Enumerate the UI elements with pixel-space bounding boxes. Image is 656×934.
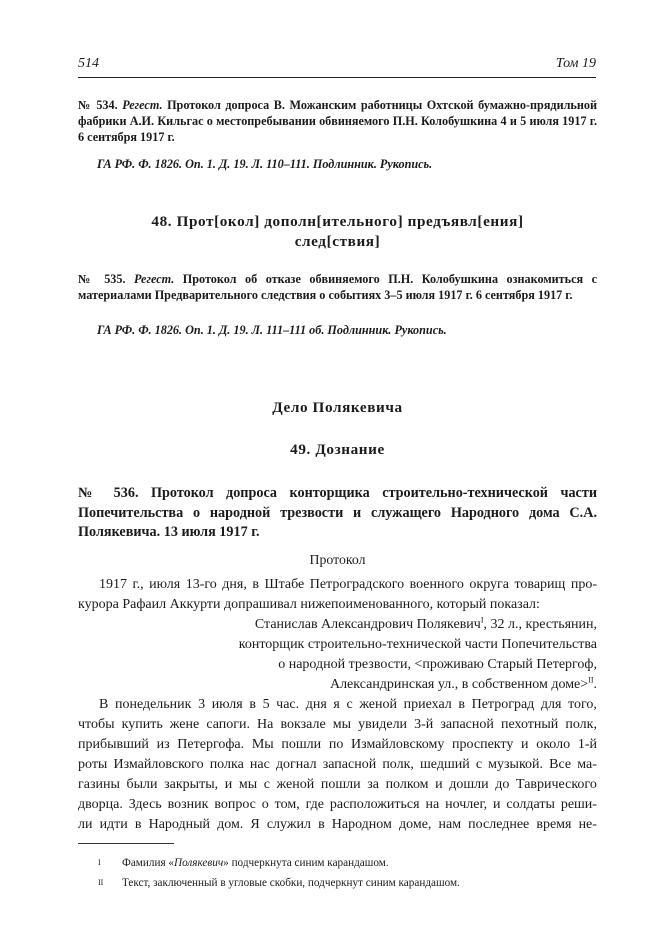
body-line: дворца. Здесь возник вопрос о том, где расположиться на ночлег, и солдаты реши- <box>78 797 597 812</box>
body-line: о народной трезвости, <проживаю Старый Петергоф, <box>278 657 597 672</box>
body-line: Станислав Александрович Полякевич$^I$, 32 л., крестьянин, <box>254 615 597 632</box>
body-line: газины были закрыты, и мы с женой пошли за полком и дошли до Таврического <box>78 777 597 792</box>
footnote-1-mark: I <box>98 858 101 867</box>
section-48-line1: 48. Прот[окол] дополн[ительного] предъявл[ения] <box>151 213 524 230</box>
footnote-ref-1: I <box>480 615 484 625</box>
header-rule <box>78 77 596 78</box>
regest-534-number: № 534. <box>78 98 118 112</box>
body-line: курора Рафаил Аккурти допрашивал нижепоименованного, который показал: <box>78 597 540 612</box>
page-number: 514 <box>78 56 99 71</box>
regest-535 <box>78 271 597 303</box>
footnote-2: II Текст, заключенный в угловые скобки, подчеркнут синим карандашом. <box>78 876 597 890</box>
footnote-2-mark: II <box>98 878 104 887</box>
document-536-title: № 536. Протокол допроса конторщика строительно-технической части Попечительства о народной трезвости и служащего Народного дома С.А. Полякевича. 13 июля 1917 г. <box>78 485 597 540</box>
body-line: Александринская ул., в собственном доме>$^{II}$. <box>329 675 597 692</box>
body-line: ли идти в Народный дом. Я служил в Народном доме, нам последнее время не- <box>78 817 597 832</box>
protocol-heading: Протокол <box>309 552 366 567</box>
source-535: ГА РФ. Ф. 1826. Оп. 1. Д. 19. Л. 111–111 об. Подлинник. Рукопись. <box>97 323 447 337</box>
regest-534 <box>78 97 597 145</box>
regest-534-lead: Регест. <box>122 98 163 112</box>
regest-535-lead: Регест. <box>134 272 175 286</box>
body-line: 1917 г., июля 13-го дня, в Штабе Петроградского военного округа товарищ про- <box>99 577 597 592</box>
volume-label: Том 19 <box>555 56 596 71</box>
regest-534-text: Протокол допроса В. Можанским работницы Охтской бумажно-прядильной фабрики А.И. Кильгас о местопребывании обвиняемого П.Н. Колобушкина 4 и 5 июля 1917 г. 6 сентября 1917 г. <box>78 98 598 144</box>
case-title: Дело Полякевича <box>272 399 403 416</box>
source-534: ГА РФ. Ф. 1826. Оп. 1. Д. 19. Л. 110–111. Подлинник. Рукопись. <box>97 157 433 171</box>
body-line: роты Измайловского полка нас догнал запасной полк, шедший с музыкой. Все ма- <box>78 757 597 772</box>
body-line: В понедельник 3 июля в 5 час. дня я с женой приехал в Петроград для того, <box>99 697 597 712</box>
section-49-heading: 49. Дознание <box>290 441 385 458</box>
section-48-line2: след[ствия] <box>294 233 381 250</box>
footnote-ref-2: II <box>588 675 594 685</box>
regest-535-text: Протокол об отказе обвиняемого П.Н. Колобушкина ознакомиться с материалами Предварительного следствия о событиях 3–5 июля 1917 г. 6 сентября 1917 г. <box>78 272 598 302</box>
footnote-rule <box>78 843 174 844</box>
body-line: чтобы купить жене сапоги. На вокзале мы увидели 3-й запасной пехотный полк, <box>78 717 597 732</box>
footnote-1: I Фамилия «Полякевич» подчеркнута синим карандашом. <box>78 856 597 870</box>
body-line: прибывший из Петергофа. Мы пошли по Измайловскому проспекту и около 1-й <box>78 737 597 752</box>
body-line: конторщик строительно-технической части Попечительства <box>238 637 597 652</box>
regest-535-number: № 535. <box>78 272 126 286</box>
section-48-heading <box>78 212 597 252</box>
